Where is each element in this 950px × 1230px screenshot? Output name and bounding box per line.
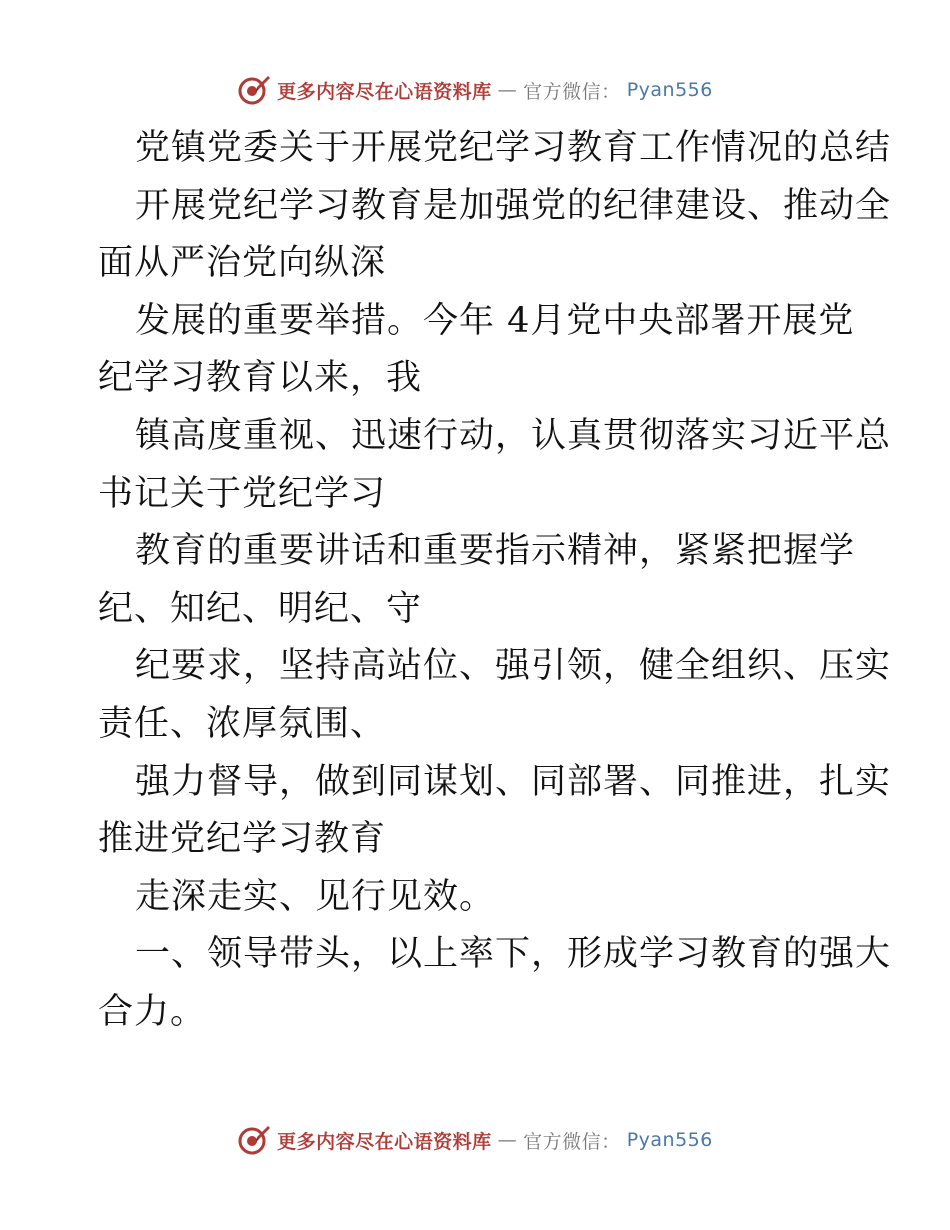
paragraph-line: 开展党纪学习教育是加强党的纪律建设、推动全 xyxy=(135,185,892,226)
header-watermark-banner xyxy=(0,70,950,110)
paragraph-line: 责任、浓厚氛围、 xyxy=(98,703,387,744)
paragraph-line: 纪、知纪、明纪、守 xyxy=(98,588,423,629)
footer-watermark-banner xyxy=(0,1120,950,1160)
banner-dash: — xyxy=(497,79,518,101)
paragraph-line: 书记关于党纪学习 xyxy=(98,473,387,514)
banner-dash: — xyxy=(497,1129,518,1151)
document-body xyxy=(98,120,892,1042)
banner-site-text: 更多内容尽在心语资料库 xyxy=(277,80,492,103)
paragraph-line: 面从严治党向纵深 xyxy=(98,243,387,284)
paragraph-line: 纪要求，坚持高站位、强引领，健全组织、压实 xyxy=(135,646,892,687)
paragraph-line: 走深走实、见行见效。 xyxy=(135,876,496,917)
paragraph-line: 发展的重要举措。今年 4月党中央部署开展党 xyxy=(135,300,855,341)
section-heading-continuation: 合力。 xyxy=(98,991,207,1032)
document-title: 党镇党委关于开展党纪学习教育工作情况的总结 xyxy=(135,128,892,168)
banner-wechat-label: 官方微信： xyxy=(523,1130,621,1153)
section-heading: 一、领导带头，以上率下，形成学习教育的强大 xyxy=(135,934,892,975)
paragraph-line: 镇高度重视、迅速行动，认真贯彻落实习近平总 xyxy=(135,415,892,456)
paragraph-line: 强力督导，做到同谋划、同部署、同推进，扎实 xyxy=(135,761,892,802)
paragraph-line: 纪学习教育以来，我 xyxy=(98,358,423,399)
banner-wechat-label: 官方微信： xyxy=(523,80,621,103)
paragraph-line: 推进党纪学习教育 xyxy=(98,819,387,860)
brand-logo-icon xyxy=(237,73,271,107)
paragraph-line: 教育的重要讲话和重要指示精神，紧紧把握学 xyxy=(135,531,856,572)
brand-logo-icon xyxy=(237,1123,271,1157)
banner-wechat-id: Pyan556 xyxy=(626,79,713,101)
banner-wechat-id: Pyan556 xyxy=(626,1129,713,1151)
banner-site-text: 更多内容尽在心语资料库 xyxy=(277,1130,492,1153)
